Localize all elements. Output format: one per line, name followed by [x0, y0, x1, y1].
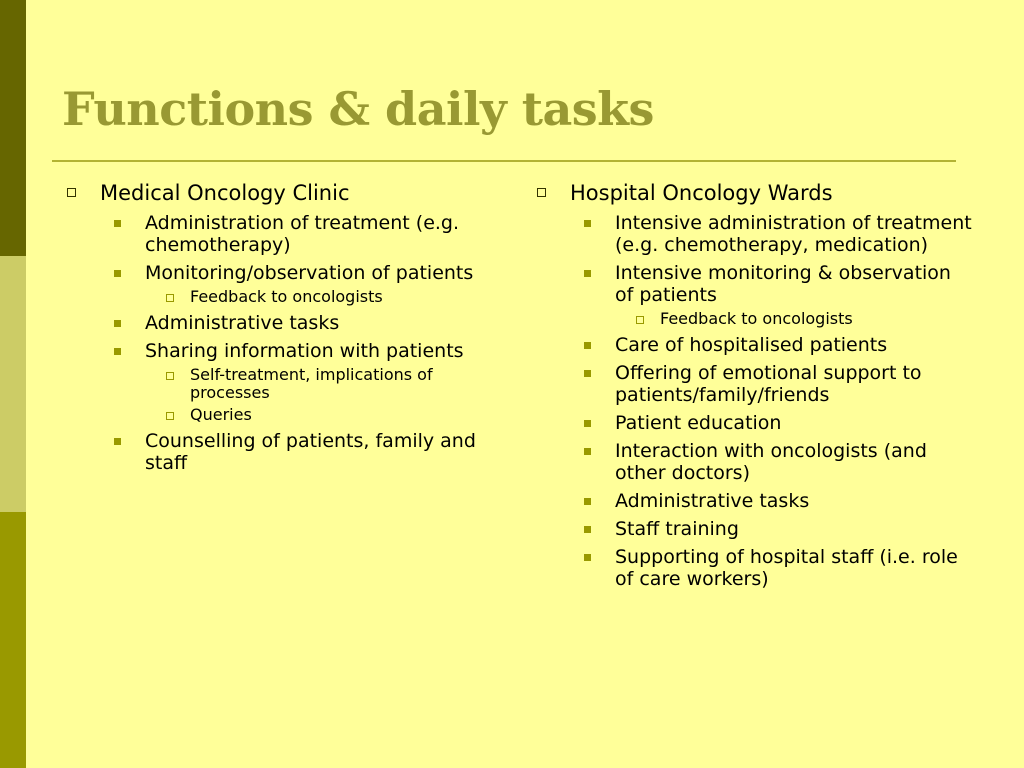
list-item — [584, 546, 972, 590]
list-item — [114, 312, 502, 334]
square-bullet-icon — [114, 270, 121, 277]
square-bullet-icon — [584, 270, 591, 277]
list-item-text: Counselling of patients, family and staff — [145, 430, 476, 474]
square-bullet-icon — [114, 220, 121, 227]
square-bullet-icon — [114, 320, 121, 327]
list-item-text: Interaction with oncologists (and other doctors) — [615, 440, 927, 484]
sub-list-item-text: Feedback to oncologists — [190, 287, 383, 306]
list-item-text: Care of hospitalised patients — [615, 334, 888, 356]
square-bullet-icon — [114, 348, 121, 355]
hollow-square-bullet-icon — [166, 412, 174, 420]
list-item-text: Offering of emotional support to patients/family/friends — [615, 362, 922, 406]
list-item — [584, 334, 972, 356]
list-item — [584, 518, 972, 540]
square-bullet-icon — [584, 526, 591, 533]
list-item — [114, 262, 502, 284]
sub-list-item — [166, 366, 502, 402]
slide-title: Functions & daily tasks — [62, 82, 654, 136]
right-heading — [532, 180, 972, 206]
hollow-square-bullet-icon — [537, 188, 546, 197]
list-item-text: Patient education — [615, 412, 782, 434]
accent-bar-bottom — [0, 512, 26, 768]
square-bullet-icon — [584, 220, 591, 227]
hollow-square-bullet-icon — [67, 188, 76, 197]
list-item-text: Monitoring/observation of patients — [145, 262, 474, 284]
accent-bar-top — [0, 0, 26, 256]
list-item — [584, 362, 972, 406]
square-bullet-icon — [584, 554, 591, 561]
square-bullet-icon — [584, 498, 591, 505]
list-item-text: Administrative tasks — [615, 490, 810, 512]
sub-list-item-text: Feedback to oncologists — [660, 309, 853, 328]
list-item-text: Staff training — [615, 518, 739, 540]
list-item-text: Intensive monitoring & observation of patients — [615, 262, 951, 306]
hollow-square-bullet-icon — [636, 316, 644, 324]
left-heading-text: Medical Oncology Clinic — [100, 181, 350, 205]
left-column — [62, 180, 502, 474]
sub-list-item — [166, 406, 502, 424]
list-item — [114, 340, 502, 362]
left-heading — [62, 180, 502, 206]
square-bullet-icon — [584, 370, 591, 377]
list-item-text: Administration of treatment (e.g. chemotherapy) — [145, 212, 460, 256]
sub-list-item — [166, 288, 502, 306]
sub-list-item-text: Self-treatment, implications of processes — [190, 365, 433, 402]
sub-list-item — [636, 310, 972, 328]
list-item — [584, 490, 972, 512]
hollow-square-bullet-icon — [166, 372, 174, 380]
list-item — [114, 212, 502, 256]
right-heading-text: Hospital Oncology Wards — [570, 181, 833, 205]
sub-list-item-text: Queries — [190, 405, 252, 424]
list-item — [584, 262, 972, 306]
hollow-square-bullet-icon — [166, 294, 174, 302]
list-item — [584, 212, 972, 256]
list-item — [584, 440, 972, 484]
list-item-text: Intensive administration of treatment (e.g. chemotherapy, medication) — [615, 212, 972, 256]
square-bullet-icon — [584, 342, 591, 349]
list-item — [114, 430, 502, 474]
list-item — [584, 412, 972, 434]
list-item-text: Administrative tasks — [145, 312, 340, 334]
square-bullet-icon — [114, 438, 121, 445]
right-column — [532, 180, 972, 590]
list-item-text: Supporting of hospital staff (i.e. role of care workers) — [615, 546, 958, 590]
title-divider — [52, 160, 956, 162]
accent-bar-middle — [0, 256, 26, 512]
square-bullet-icon — [584, 448, 591, 455]
square-bullet-icon — [584, 420, 591, 427]
list-item-text: Sharing information with patients — [145, 340, 464, 362]
